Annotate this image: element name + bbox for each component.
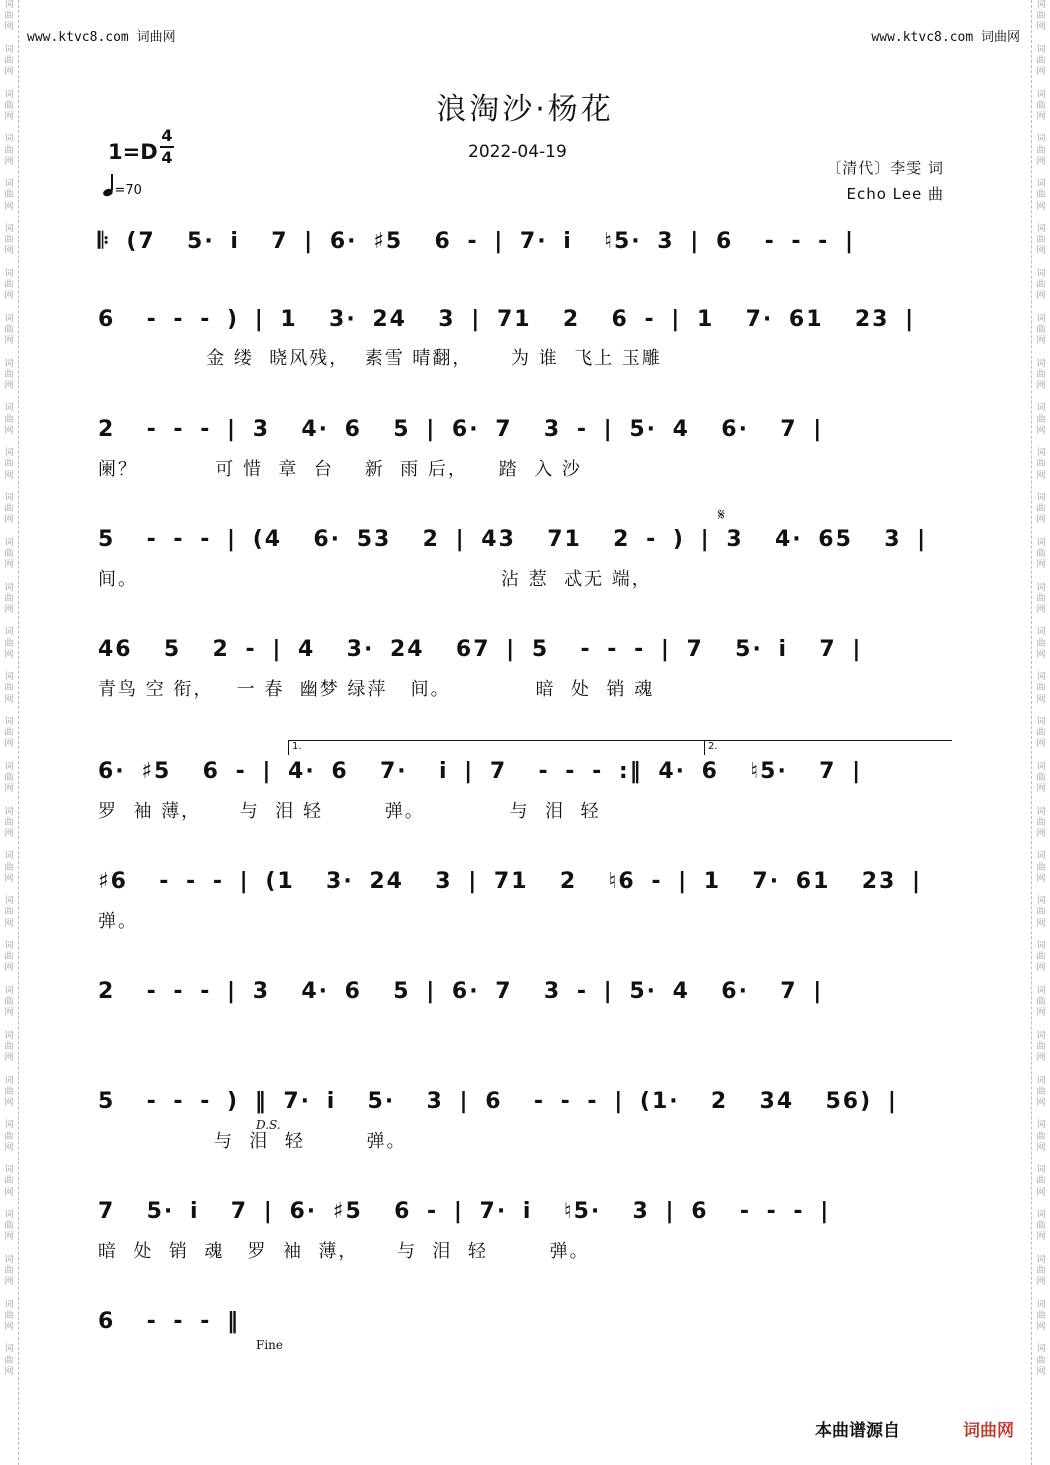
key-signature: 1=D: [108, 140, 158, 164]
watermark-strip-left: 词 曲 网 词 曲 网 词 曲 网 词 曲 网 词 曲 网 词 曲 网 词 曲 网 词 曲 网 词 曲 网 词 曲 网 词 曲 网 词 曲 网 词 曲 网 词 曲 网 词 曲 网 词 曲 网 词 曲 网 词 曲 网 词 曲 网 词 曲 网 词 曲 网 词 曲 网 词 曲 网 词 曲 网 词 曲 网 词 曲 网 词 曲 网 词 曲 网 词 曲 网 词 曲 网 词 曲 网: [0, 0, 19, 1465]
lyric-line: 罗 袖 薄， 与 泪 轻 弹。 与 泪 轻: [98, 801, 601, 822]
score-row: [98, 757, 953, 793]
fine-mark: Fine: [256, 1338, 283, 1352]
lyric-line: 阑？ 可 惜 章 台 新 雨 后， 踏 入 沙: [98, 459, 582, 480]
header-site-right[interactable]: www.ktvc8.com 词曲网: [871, 30, 1020, 45]
ds-mark: D.S.: [256, 1118, 281, 1132]
notation-line: 5 - - - ) ‖ 7· i 5· 3 | 6 - - - | (1· 2 34 56) |: [98, 1089, 898, 1114]
notation-line: 7 5· i 7 | 6· ♯5 6 - | 7· i ♮5· 3 | 6 - - - |: [98, 1199, 831, 1224]
score-row: [98, 305, 953, 341]
notation-line: 5 - - - | (4 6· 53 2 | 43 71 2 - ) | 3 4· 65 3 |: [98, 527, 928, 552]
time-signature-top: 4: [161, 126, 173, 145]
score-row: [98, 635, 953, 671]
header-site-left[interactable]: www.ktvc8.com 词曲网: [27, 30, 176, 45]
lyric-line: 间。 沾 惹 忒无 端，: [98, 569, 652, 590]
watermark-strip-right: 词 曲 网 词 曲 网 词 曲 网 词 曲 网 词 曲 网 词 曲 网 词 曲 网 词 曲 网 词 曲 网 词 曲 网 词 曲 网 词 曲 网 词 曲 网 词 曲 网 词 曲 网 词 曲 网 词 曲 网 词 曲 网 词 曲 网 词 曲 网 词 曲 网 词 曲 网 词 曲 网 词 曲 网 词 曲 网 词 曲 网 词 曲 网 词 曲 网 词 曲 网 词 曲 网 词 曲 网: [1031, 0, 1050, 1465]
notation-line: 𝄆 (7 5· i 7 | 6· ♯5 6 - | 7· i ♮5· 3 | 6 - - - |: [98, 229, 855, 254]
time-signature: [160, 127, 174, 167]
score-row: [98, 867, 953, 903]
lyricist-credit: 〔清代〕李雯 词: [826, 159, 944, 177]
lyric-line: 与 泪 轻 弹。: [98, 1131, 407, 1152]
volta-first-ending: [288, 740, 704, 755]
song-title: 浪淘沙·杨花: [436, 92, 614, 127]
notation-line: 6 - - - ‖: [98, 1309, 240, 1334]
volta-second-ending: [704, 740, 952, 755]
segno-mark: 𝄋: [718, 505, 725, 524]
score-row: [98, 1197, 953, 1233]
tempo-value: =70: [114, 183, 142, 198]
score-row: [98, 1307, 953, 1343]
score-row: [98, 415, 953, 451]
score-row: [98, 977, 953, 1013]
notation-line: 6 - - - ) | 1 3· 24 3 | 71 2 6 - | 1 7· 61 23 |: [98, 307, 916, 332]
footer-source-label: 本曲谱源自: [815, 1421, 900, 1441]
lyric-line: 弹。: [98, 911, 138, 932]
volta-first-label: 1.: [292, 741, 302, 752]
time-signature-bottom: 4: [161, 148, 173, 167]
notation-line: 2 - - - | 3 4· 6 5 | 6· 7 3 - | 5· 4 6· 7 |: [98, 417, 824, 442]
notation-line: 46 5 2 - | 4 3· 24 67 | 5 - - - | 7 5· i 7 |: [98, 637, 863, 662]
notation-line: 2 - - - | 3 4· 6 5 | 6· 7 3 - | 5· 4 6· 7 |: [98, 979, 824, 1004]
score-date: 2022-04-19: [468, 142, 567, 162]
note-stem: [111, 174, 113, 190]
volta-second-label: 2.: [708, 741, 718, 752]
score-row: [98, 227, 953, 263]
notation-line: ♯6 - - - | (1 3· 24 3 | 71 2 ♮6 - | 1 7· 61 23 |: [98, 869, 923, 894]
lyric-line: 金 缕 晓风残， 素雪 晴翻， 为 谁 飞上 玉雕: [98, 348, 662, 369]
composer-credit: Echo Lee 曲: [846, 185, 944, 203]
lyric-line: 暗 处 销 魂 罗 袖 薄， 与 泪 轻 弹。: [98, 1241, 590, 1262]
score-row: [98, 1087, 953, 1123]
score-row: [98, 525, 953, 561]
footer-site-link[interactable]: 词曲网: [963, 1421, 1014, 1441]
notation-line: 6· ♯5 6 - | 4· 6 7· i | 7 - - - :‖ 4· 6 ♮5· 7 |: [98, 759, 863, 784]
tempo-marking: [103, 178, 142, 198]
lyric-line: 青鸟 空 衔， 一 春 幽梦 绿萍 间。 暗 处 销 魂: [98, 679, 655, 700]
